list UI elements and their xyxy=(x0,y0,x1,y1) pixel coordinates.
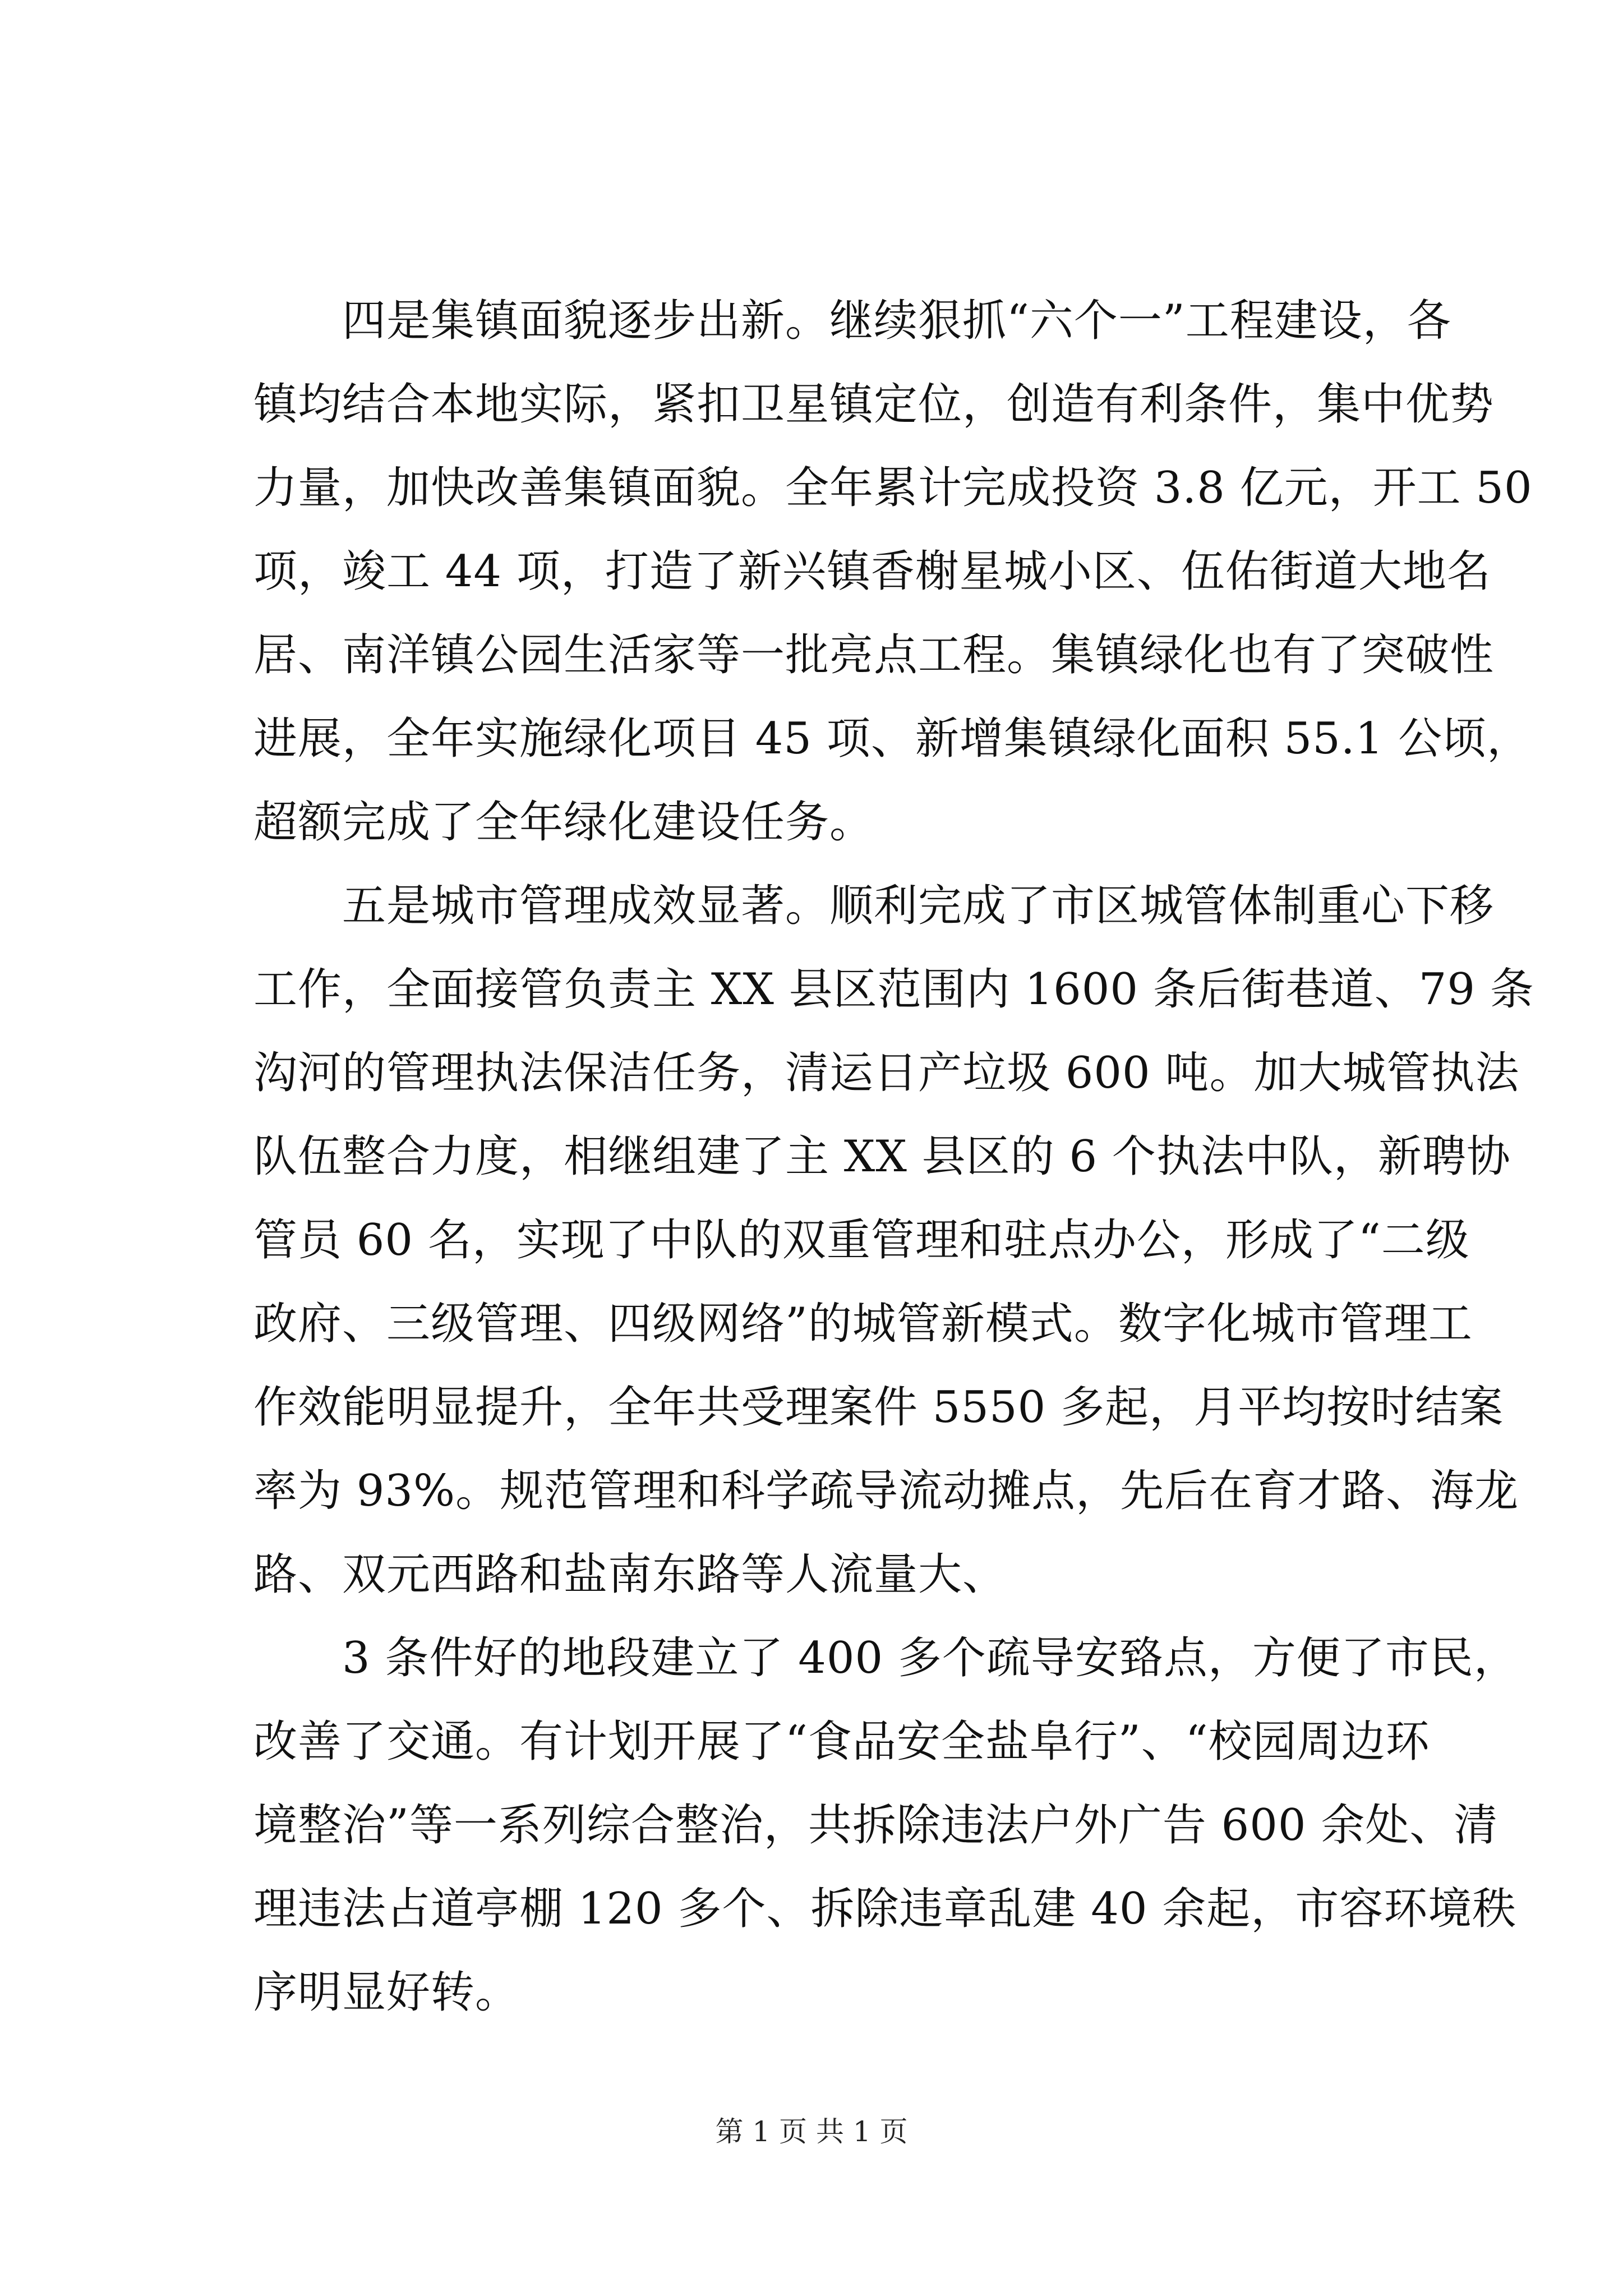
text-line: 理违法占道亭棚 120 多个、拆除违章乱建 40 余起，市容环境秩 xyxy=(253,1884,1517,1934)
text-line: 3 条件好的地段建立了 400 多个疏导安臵点，方便了市民， xyxy=(342,1633,1518,1683)
text-line: 队伍整合力度，相继组建了主 XX 县区的 6 个执法中队，新聘协 xyxy=(253,1131,1511,1182)
text-line: 居、南洋镇公园生活家等一批亮点工程。集镇绿化也有了突破性 xyxy=(253,630,1495,680)
text-line: 改善了交通。有计划开展了“食品安全盐阜行”、“校园周边环 xyxy=(253,1717,1430,1767)
text-line: 沟河的管理执法保洁任务，清运日产垃圾 600 吨。加大城管执法 xyxy=(253,1048,1520,1098)
page-number-label: 第 1 页 共 1 页 xyxy=(715,2115,908,2148)
text-line: 管员 60 名，实现了中队的双重管理和驻点办公，形成了“二级 xyxy=(253,1215,1470,1266)
text-line: 四是集镇面貌逐步出新。继续狠抓“六个一”工程建设，各 xyxy=(342,296,1451,346)
text-line: 超额完成了全年绿化建设任务。 xyxy=(253,797,874,848)
paragraph-rectification xyxy=(253,1617,1518,2035)
text-line: 镇均结合本地实际，紧扣卫星镇定位，创造有利条件，集中优势 xyxy=(253,379,1495,430)
document-body xyxy=(253,279,1534,2035)
paragraph-city-management xyxy=(253,864,1534,1617)
paragraph-township-appearance xyxy=(253,279,1533,864)
text-line: 率为 93%。规范管理和科学疏导流动摊点，先后在育才路、海龙 xyxy=(253,1466,1519,1516)
page-footer xyxy=(0,2115,1623,2148)
text-line: 工作，全面接管负责主 XX 县区范围内 1600 条后街巷道、79 条 xyxy=(253,964,1534,1015)
text-line: 路、双元西路和盐南东路等人流量大、 xyxy=(253,1549,1007,1600)
text-line: 境整治”等一系列综合整治，共拆除违法户外广告 600 余处、清 xyxy=(253,1800,1498,1851)
text-line: 项，竣工 44 项，打造了新兴镇香榭星城小区、伍佑街道大地名 xyxy=(253,546,1491,597)
text-line: 进展，全年实施绿化项目 45 项、新增集镇绿化面积 55.1 公顷， xyxy=(253,714,1532,764)
text-line: 序明显好转。 xyxy=(253,1967,520,2018)
text-line: 五是城市管理成效显著。顺利完成了市区城管体制重心下移 xyxy=(342,881,1495,931)
text-line: 作效能明显提升，全年共受理案件 5550 多起，月平均按时结案 xyxy=(253,1382,1504,1433)
text-line: 力量，加快改善集镇面貌。全年累计完成投资 3.8 亿元，开工 50 xyxy=(253,463,1533,513)
text-line: 政府、三级管理、四级网络”的城管新模式。数字化城市管理工 xyxy=(253,1299,1473,1349)
